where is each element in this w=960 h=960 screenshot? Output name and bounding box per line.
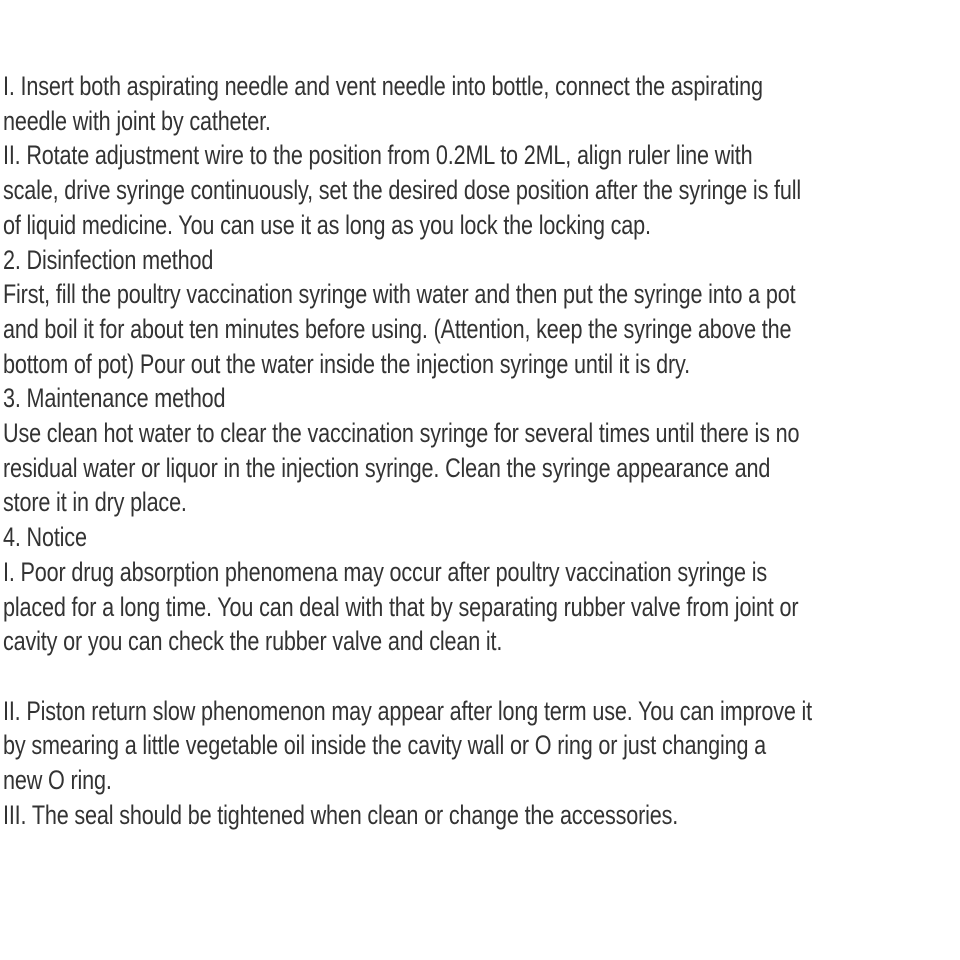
text-line: store it in dry place. (3, 487, 187, 518)
text-line: II. Piston return slow phenomenon may appear after long term use. You can improve it (3, 695, 813, 726)
text-line: I. Insert both aspirating needle and vent needle into bottle, connect the aspirating (3, 71, 763, 101)
text-line: scale, drive syringe continuously, set the desired dose position after the syringe is full (3, 175, 802, 206)
text-line: cavity or you can check the rubber valve and clean it. (3, 626, 503, 657)
text-line: residual water or liquor in the injection syringe. Clean the syringe appearance and (3, 452, 771, 483)
text-line: 2. Disinfection method (3, 244, 214, 275)
text-line: II. Rotate adjustment wire to the position from 0.2ML to 2ML, align ruler line with (3, 140, 753, 171)
text-line: First, fill the poultry vaccination syringe with water and then put the syringe into a pot (3, 279, 796, 310)
text-line: Use clean hot water to clear the vaccination syringe for several times until there is no (3, 418, 800, 449)
text-line: placed for a long time. You can deal with that by separating rubber valve from joint or (3, 591, 799, 622)
text-line: new O ring. (3, 765, 112, 796)
text-line: I. Poor drug absorption phenomena may occur after poultry vaccination syringe is (3, 556, 768, 587)
text-line: III. The seal should be tightened when clean or change the accessories. (3, 799, 679, 830)
text-line: of liquid medicine. You can use it as long as you lock the locking cap. (3, 209, 651, 240)
text-line (3, 659, 960, 694)
document-page (3, 69, 960, 960)
text-line: 3. Maintenance method (3, 383, 226, 414)
text-line: bottom of pot) Pour out the water inside the injection syringe until it is dry. (3, 348, 690, 379)
text-line: and boil it for about ten minutes before using. (Attention, keep the syringe above the (3, 313, 792, 344)
text-line: by smearing a little vegetable oil inside the cavity wall or O ring or just changing a (3, 730, 767, 761)
text-line: needle with joint by catheter. (3, 105, 271, 136)
text-line: 4. Notice (3, 522, 87, 553)
instruction-text-block (3, 69, 960, 832)
